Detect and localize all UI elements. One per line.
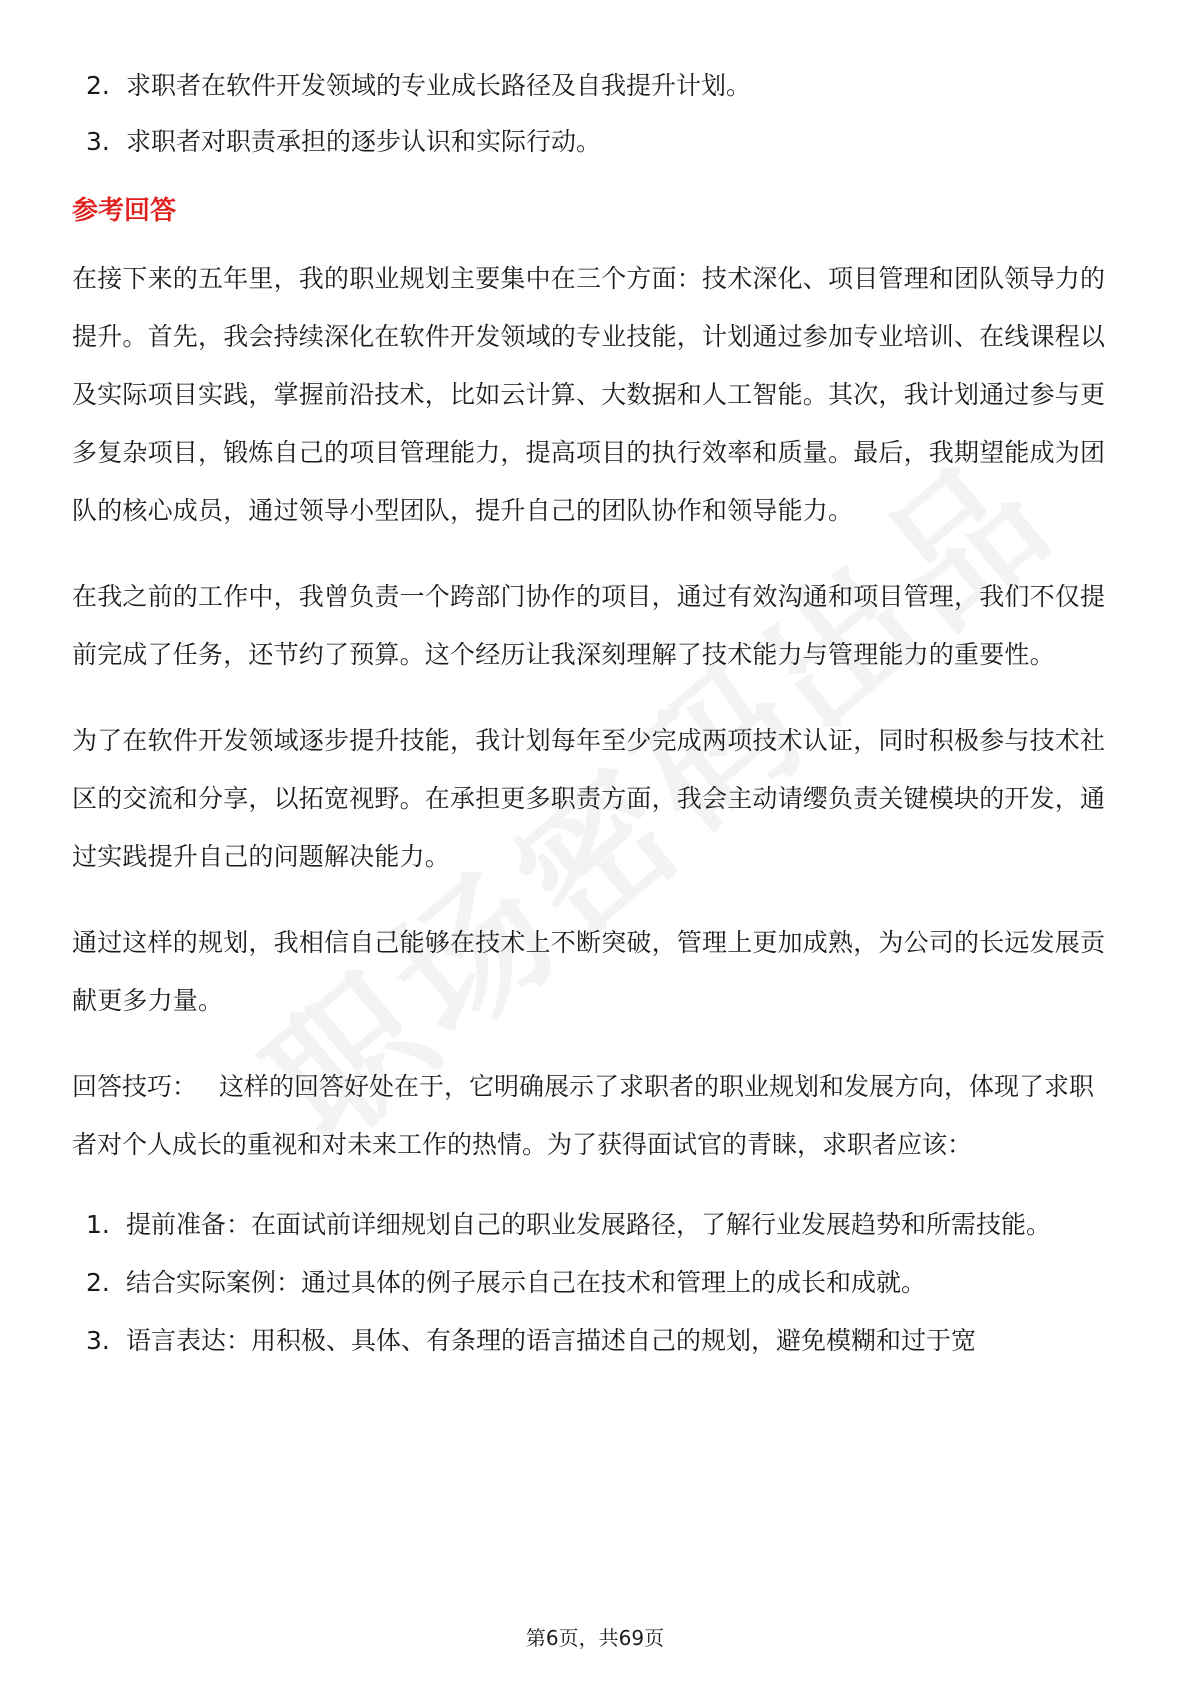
page-number-footer: 第6页，共69页 [525, 1626, 665, 1650]
list-item [72, 1196, 1118, 1254]
list-item-number: 3. [86, 1326, 110, 1355]
list-item-text: 求职者在软件开发领域的专业成长路径及自我提升计划。 [126, 71, 752, 100]
list-item-text: 求职者对职责承担的逐步认识和实际行动。 [126, 127, 602, 156]
paragraph: 在接下来的五年里，我的职业规划主要集中在三个方面：技术深化、项目管理和团队领导力的提升。首先，我会持续深化在软件开发领域的专业技能，计划通过参加专业培训、在线课程以及实际项目实践，掌握前沿技术，比如云计算、大数据和人工智能。其次，我计划通过参与更多复杂项目，锻炼自己的项目管理能力，提高项目的执行效率和质量。最后，我期望能成为团队的核心成员，通过领导小型团队，提升自己的团队协作和领导能力。 [72, 264, 1106, 525]
list-item-text: 结合实际案例：通过具体的例子展示自己在技术和管理上的成长和成就。 [126, 1268, 927, 1297]
list-item-number: 1. [86, 1210, 110, 1239]
tips-numbered-list [72, 1196, 1118, 1370]
tips-label: 回答技巧： [72, 1072, 198, 1101]
top-numbered-list [72, 58, 1118, 170]
paragraph: 通过这样的规划，我相信自己能够在技术上不断突破，管理上更加成熟，为公司的长远发展贡献更多力量。 [72, 928, 1106, 1015]
list-item-number: 2. [86, 1268, 110, 1297]
list-item-number: 3. [86, 127, 110, 156]
paragraph: 为了在软件开发领域逐步提升技能，我计划每年至少完成两项技术认证，同时积极参与技术社区的交流和分享，以拓宽视野。在承担更多职责方面，我会主动请缨负责关键模块的开发，通过实践提升自己的问题解决能力。 [72, 726, 1106, 871]
list-item [72, 114, 1118, 170]
list-item [72, 1254, 1118, 1312]
list-item-text: 语言表达：用积极、具体、有条理的语言描述自己的规划，避免模糊和过于宽 [126, 1326, 977, 1355]
list-item [72, 1312, 1118, 1370]
document-content [72, 58, 1118, 1370]
answer-tips [72, 1058, 1118, 1174]
list-item [72, 58, 1118, 114]
paragraph: 在我之前的工作中，我曾负责一个跨部门协作的项目，通过有效沟通和项目管理，我们不仅提前完成了任务，还节约了预算。这个经历让我深刻理解了技术能力与管理能力的重要性。 [72, 582, 1106, 669]
section-title: 参考回答 [72, 196, 177, 226]
list-item-number: 2. [86, 71, 110, 100]
list-item-text: 提前准备：在面试前详细规划自己的职业发展路径，了解行业发展趋势和所需技能。 [126, 1210, 1052, 1239]
tips-text: 这样的回答好处在于，它明确展示了求职者的职业规划和发展方向，体现了求职者对个人成长的重视和对未来工作的热情。为了获得面试官的青睐，求职者应该： [72, 1072, 1095, 1159]
